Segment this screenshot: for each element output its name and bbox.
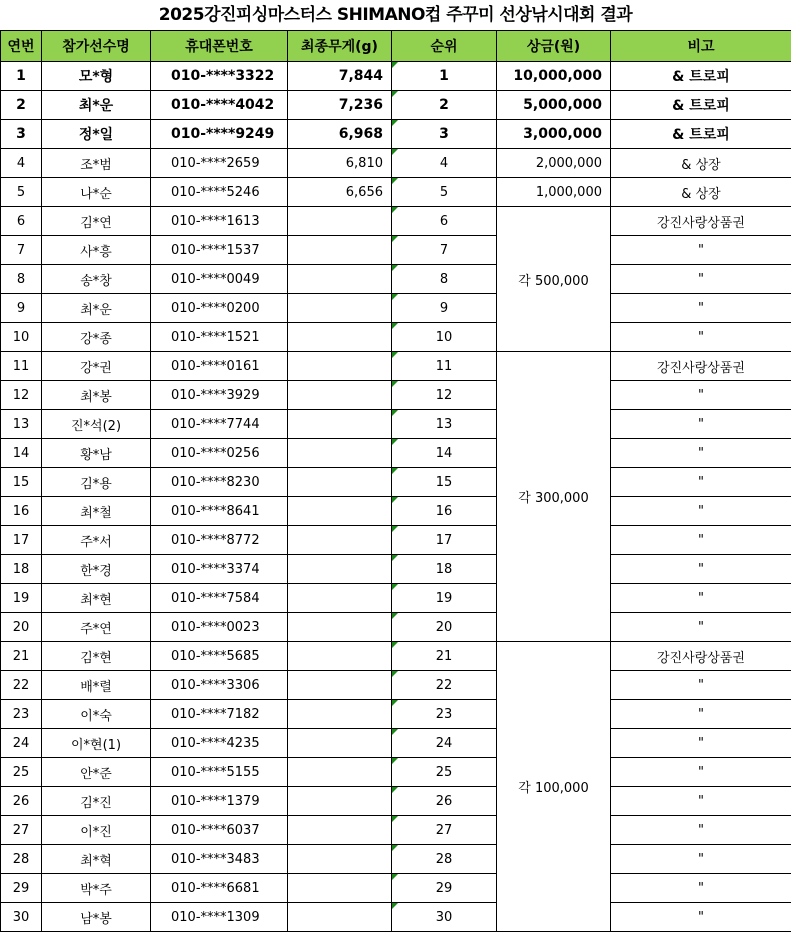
player-name: 강*종 xyxy=(42,323,151,352)
row-no: 2 xyxy=(1,91,42,120)
phone-number: 010-****1309 xyxy=(151,903,288,932)
final-weight: 7,236 xyxy=(288,91,392,120)
note: " xyxy=(611,584,791,613)
note: " xyxy=(611,903,791,932)
header-phone: 휴대폰번호 xyxy=(151,31,288,62)
player-name: 김*용 xyxy=(42,468,151,497)
rank: 4 xyxy=(392,149,497,178)
row-no: 22 xyxy=(1,671,42,700)
rank: 27 xyxy=(392,816,497,845)
row-no: 1 xyxy=(1,62,42,91)
note: & 상장 xyxy=(611,178,791,207)
note: " xyxy=(611,294,791,323)
phone-number: 010-****1521 xyxy=(151,323,288,352)
row-no: 20 xyxy=(1,613,42,642)
note: " xyxy=(611,526,791,555)
row-no: 25 xyxy=(1,758,42,787)
header-name: 참가선수명 xyxy=(42,31,151,62)
final-weight xyxy=(288,584,392,613)
table-row xyxy=(1,207,791,236)
player-name: 강*권 xyxy=(42,352,151,381)
table-row xyxy=(1,845,791,874)
phone-number: 010-****0023 xyxy=(151,613,288,642)
phone-number: 010-****9249 xyxy=(151,120,288,149)
rank: 21 xyxy=(392,642,497,671)
player-name: 최*현 xyxy=(42,584,151,613)
table-row xyxy=(1,468,791,497)
table-row xyxy=(1,352,791,381)
player-name: 남*봉 xyxy=(42,903,151,932)
row-no: 18 xyxy=(1,555,42,584)
rank: 18 xyxy=(392,555,497,584)
rank: 22 xyxy=(392,671,497,700)
final-weight xyxy=(288,845,392,874)
rank: 2 xyxy=(392,91,497,120)
row-no: 3 xyxy=(1,120,42,149)
note: " xyxy=(611,816,791,845)
phone-number: 010-****7182 xyxy=(151,700,288,729)
player-name: 주*연 xyxy=(42,613,151,642)
note: " xyxy=(611,497,791,526)
phone-number: 010-****7744 xyxy=(151,410,288,439)
final-weight xyxy=(288,323,392,352)
row-no: 14 xyxy=(1,439,42,468)
phone-number: 010-****8772 xyxy=(151,526,288,555)
phone-number: 010-****3374 xyxy=(151,555,288,584)
rank: 30 xyxy=(392,903,497,932)
table-row xyxy=(1,91,791,120)
final-weight xyxy=(288,613,392,642)
phone-number: 010-****3306 xyxy=(151,671,288,700)
row-no: 7 xyxy=(1,236,42,265)
rank: 8 xyxy=(392,265,497,294)
results-table xyxy=(0,30,791,932)
note: " xyxy=(611,439,791,468)
row-no: 4 xyxy=(1,149,42,178)
final-weight xyxy=(288,642,392,671)
header-row xyxy=(1,31,791,62)
final-weight xyxy=(288,816,392,845)
row-no: 30 xyxy=(1,903,42,932)
note: " xyxy=(611,236,791,265)
player-name: 최*운 xyxy=(42,294,151,323)
rank: 9 xyxy=(392,294,497,323)
row-no: 13 xyxy=(1,410,42,439)
note: " xyxy=(611,323,791,352)
phone-number: 010-****1379 xyxy=(151,787,288,816)
final-weight xyxy=(288,439,392,468)
final-weight xyxy=(288,381,392,410)
row-no: 27 xyxy=(1,816,42,845)
note: " xyxy=(611,265,791,294)
table-row xyxy=(1,323,791,352)
final-weight: 6,656 xyxy=(288,178,392,207)
table-row xyxy=(1,294,791,323)
note: & 트로피 xyxy=(611,120,791,149)
prize-group: 각 500,000 xyxy=(497,207,611,352)
rank: 28 xyxy=(392,845,497,874)
row-no: 26 xyxy=(1,787,42,816)
player-name: 한*경 xyxy=(42,555,151,584)
note: & 트로피 xyxy=(611,91,791,120)
row-no: 17 xyxy=(1,526,42,555)
table-row xyxy=(1,410,791,439)
note: " xyxy=(611,671,791,700)
rank: 14 xyxy=(392,439,497,468)
phone-number: 010-****1537 xyxy=(151,236,288,265)
phone-number: 010-****4042 xyxy=(151,91,288,120)
row-no: 15 xyxy=(1,468,42,497)
note: " xyxy=(611,758,791,787)
rank: 3 xyxy=(392,120,497,149)
prize-amount: 10,000,000 xyxy=(497,62,611,91)
phone-number: 010-****5246 xyxy=(151,178,288,207)
phone-number: 010-****3929 xyxy=(151,381,288,410)
table-row xyxy=(1,787,791,816)
rank: 7 xyxy=(392,236,497,265)
player-name: 주*서 xyxy=(42,526,151,555)
note: 강진사랑상품권 xyxy=(611,642,791,671)
table-row xyxy=(1,236,791,265)
note: 강진사랑상품권 xyxy=(611,207,791,236)
final-weight: 6,968 xyxy=(288,120,392,149)
player-name: 최*철 xyxy=(42,497,151,526)
phone-number: 010-****1613 xyxy=(151,207,288,236)
rank: 26 xyxy=(392,787,497,816)
final-weight xyxy=(288,526,392,555)
rank: 20 xyxy=(392,613,497,642)
table-row xyxy=(1,642,791,671)
table-row xyxy=(1,439,791,468)
table-row xyxy=(1,526,791,555)
rank: 10 xyxy=(392,323,497,352)
final-weight xyxy=(288,758,392,787)
row-no: 8 xyxy=(1,265,42,294)
note: " xyxy=(611,613,791,642)
header-weight: 최종무게(g) xyxy=(288,31,392,62)
note: 강진사랑상품권 xyxy=(611,352,791,381)
table-row xyxy=(1,816,791,845)
row-no: 16 xyxy=(1,497,42,526)
note: " xyxy=(611,729,791,758)
final-weight: 6,810 xyxy=(288,149,392,178)
header-rank: 순위 xyxy=(392,31,497,62)
final-weight xyxy=(288,787,392,816)
rank: 12 xyxy=(392,381,497,410)
player-name: 배*렬 xyxy=(42,671,151,700)
phone-number: 010-****8230 xyxy=(151,468,288,497)
player-name: 김*현 xyxy=(42,642,151,671)
table-row xyxy=(1,613,791,642)
player-name: 송*창 xyxy=(42,265,151,294)
rank: 6 xyxy=(392,207,497,236)
phone-number: 010-****6681 xyxy=(151,874,288,903)
phone-number: 010-****0256 xyxy=(151,439,288,468)
final-weight xyxy=(288,874,392,903)
table-row xyxy=(1,874,791,903)
rank: 23 xyxy=(392,700,497,729)
note: " xyxy=(611,555,791,584)
row-no: 12 xyxy=(1,381,42,410)
row-no: 9 xyxy=(1,294,42,323)
player-name: 진*석(2) xyxy=(42,410,151,439)
table-row xyxy=(1,62,791,91)
phone-number: 010-****8641 xyxy=(151,497,288,526)
rank: 1 xyxy=(392,62,497,91)
final-weight xyxy=(288,352,392,381)
table-row xyxy=(1,555,791,584)
phone-number: 010-****0049 xyxy=(151,265,288,294)
table-row xyxy=(1,120,791,149)
row-no: 21 xyxy=(1,642,42,671)
phone-number: 010-****6037 xyxy=(151,816,288,845)
phone-number: 010-****7584 xyxy=(151,584,288,613)
table-row xyxy=(1,729,791,758)
phone-number: 010-****5685 xyxy=(151,642,288,671)
rank: 13 xyxy=(392,410,497,439)
final-weight xyxy=(288,729,392,758)
final-weight xyxy=(288,207,392,236)
prize-group: 각 100,000 xyxy=(497,642,611,932)
prize-group: 각 300,000 xyxy=(497,352,611,642)
final-weight xyxy=(288,236,392,265)
table-row xyxy=(1,497,791,526)
rank: 29 xyxy=(392,874,497,903)
player-name: 최*운 xyxy=(42,91,151,120)
player-name: 최*혁 xyxy=(42,845,151,874)
table-row xyxy=(1,758,791,787)
phone-number: 010-****0200 xyxy=(151,294,288,323)
player-name: 조*범 xyxy=(42,149,151,178)
final-weight xyxy=(288,671,392,700)
table-row xyxy=(1,700,791,729)
phone-number: 010-****5155 xyxy=(151,758,288,787)
final-weight xyxy=(288,265,392,294)
phone-number: 010-****3483 xyxy=(151,845,288,874)
table-row xyxy=(1,178,791,207)
row-no: 11 xyxy=(1,352,42,381)
table-row xyxy=(1,671,791,700)
note: " xyxy=(611,410,791,439)
row-no: 23 xyxy=(1,700,42,729)
rank: 25 xyxy=(392,758,497,787)
prize-amount: 5,000,000 xyxy=(497,91,611,120)
player-name: 이*현(1) xyxy=(42,729,151,758)
note: " xyxy=(611,468,791,497)
rank: 5 xyxy=(392,178,497,207)
header-prize: 상금(원) xyxy=(497,31,611,62)
phone-number: 010-****4235 xyxy=(151,729,288,758)
row-no: 28 xyxy=(1,845,42,874)
table-row xyxy=(1,381,791,410)
row-no: 6 xyxy=(1,207,42,236)
note: " xyxy=(611,845,791,874)
row-no: 19 xyxy=(1,584,42,613)
table-row xyxy=(1,903,791,932)
note: " xyxy=(611,381,791,410)
note: & 트로피 xyxy=(611,62,791,91)
row-no: 10 xyxy=(1,323,42,352)
results-body xyxy=(1,62,791,932)
phone-number: 010-****0161 xyxy=(151,352,288,381)
final-weight xyxy=(288,555,392,584)
player-name: 김*연 xyxy=(42,207,151,236)
header-no: 연번 xyxy=(1,31,42,62)
row-no: 24 xyxy=(1,729,42,758)
table-row xyxy=(1,265,791,294)
table-row xyxy=(1,584,791,613)
phone-number: 010-****2659 xyxy=(151,149,288,178)
player-name: 이*진 xyxy=(42,816,151,845)
final-weight: 7,844 xyxy=(288,62,392,91)
player-name: 김*진 xyxy=(42,787,151,816)
final-weight xyxy=(288,468,392,497)
note: & 상장 xyxy=(611,149,791,178)
player-name: 이*숙 xyxy=(42,700,151,729)
final-weight xyxy=(288,410,392,439)
player-name: 박*주 xyxy=(42,874,151,903)
note: " xyxy=(611,700,791,729)
prize-amount: 2,000,000 xyxy=(497,149,611,178)
player-name: 최*봉 xyxy=(42,381,151,410)
rank: 24 xyxy=(392,729,497,758)
final-weight xyxy=(288,700,392,729)
rank: 17 xyxy=(392,526,497,555)
player-name: 황*남 xyxy=(42,439,151,468)
note: " xyxy=(611,874,791,903)
prize-amount: 3,000,000 xyxy=(497,120,611,149)
player-name: 정*일 xyxy=(42,120,151,149)
player-name: 나*순 xyxy=(42,178,151,207)
row-no: 5 xyxy=(1,178,42,207)
phone-number: 010-****3322 xyxy=(151,62,288,91)
rank: 15 xyxy=(392,468,497,497)
rank: 19 xyxy=(392,584,497,613)
final-weight xyxy=(288,294,392,323)
final-weight xyxy=(288,497,392,526)
final-weight xyxy=(288,903,392,932)
rank: 16 xyxy=(392,497,497,526)
player-name: 사*흥 xyxy=(42,236,151,265)
row-no: 29 xyxy=(1,874,42,903)
note: " xyxy=(611,787,791,816)
header-note: 비고 xyxy=(611,31,791,62)
table-row xyxy=(1,149,791,178)
rank: 11 xyxy=(392,352,497,381)
page-title: 2025강진피싱마스터스 SHIMANO컵 주꾸미 선상낚시대회 결과 xyxy=(0,0,791,30)
player-name: 모*형 xyxy=(42,62,151,91)
prize-amount: 1,000,000 xyxy=(497,178,611,207)
player-name: 안*준 xyxy=(42,758,151,787)
